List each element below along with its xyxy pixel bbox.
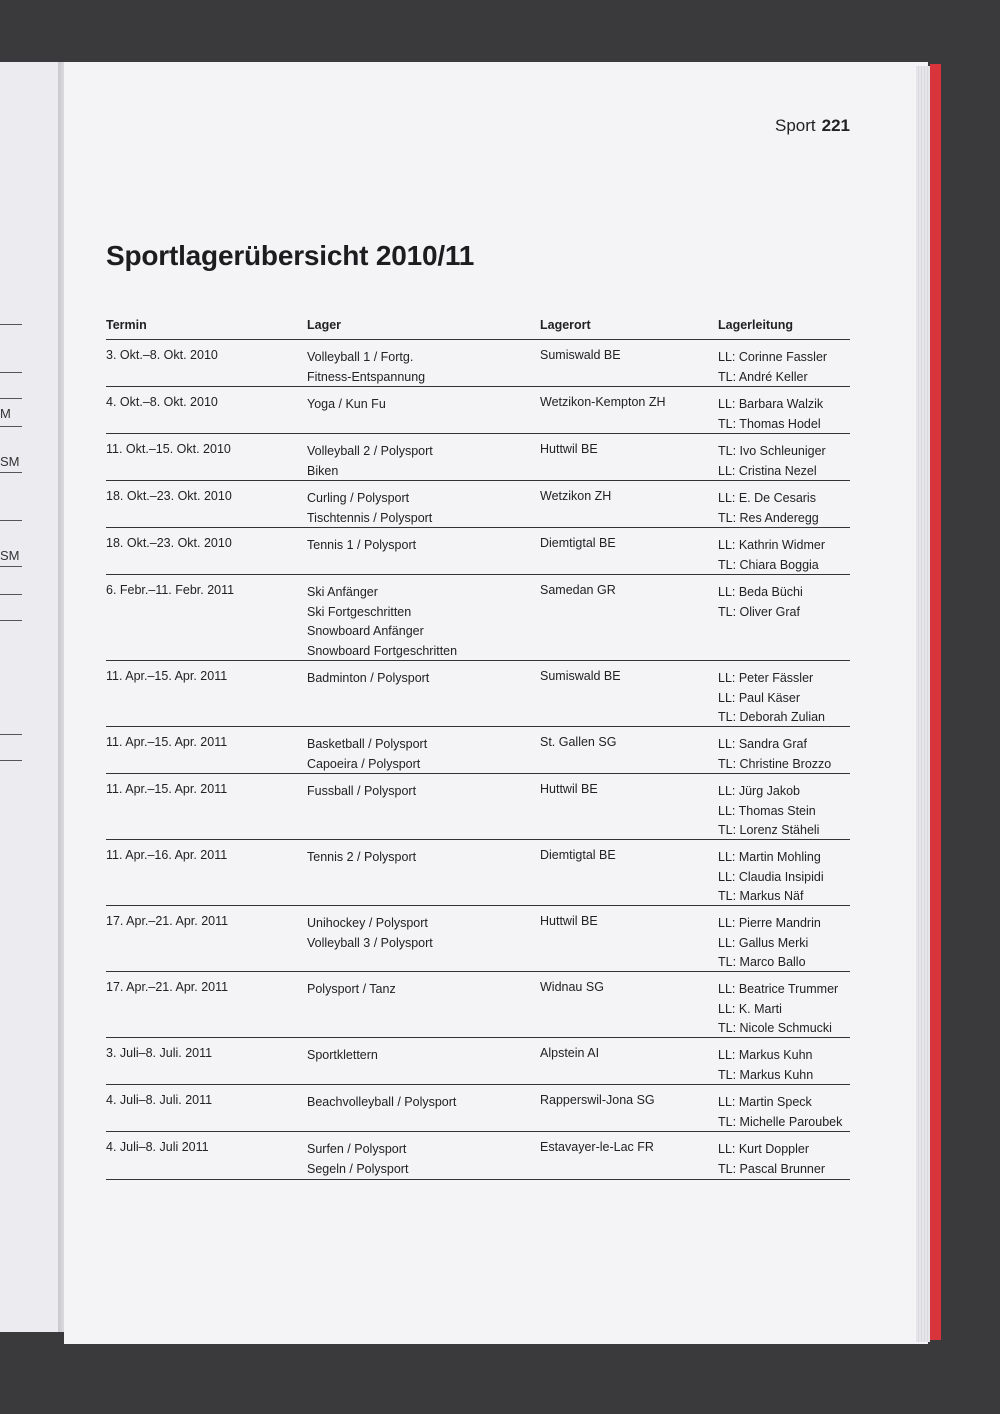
cell-lagerleitung	[718, 980, 850, 1037]
leitung-line: LL: Cristina Nezel	[718, 463, 817, 478]
cell-lagerort: Estavayer-le-Lac FR	[540, 1140, 654, 1154]
lager-line: Ski Fortgeschritten	[307, 604, 412, 619]
cell-lagerort: Sumiswald BE	[540, 669, 621, 683]
cell-lagerleitung	[718, 669, 850, 726]
prev-page-fragment: SM	[0, 454, 20, 469]
leitung-line: TL: Deborah Zulian	[718, 710, 826, 724]
cell-lagerleitung	[718, 395, 850, 433]
cell-lagerleitung	[718, 782, 850, 839]
leitung-line: LL: Beatrice Trummer	[718, 982, 839, 996]
leitung-line: LL: Paul Käser	[718, 690, 800, 705]
divider	[0, 620, 22, 621]
leitung-line: LL: Beda Büchi	[718, 585, 803, 599]
page-edges	[916, 66, 930, 1342]
leitung-line: LL: Thomas Stein	[718, 803, 816, 818]
prev-page-fragment: M	[0, 406, 11, 421]
cell-lagerleitung	[718, 583, 850, 660]
cell-lager	[307, 536, 540, 574]
cell-lagerleitung	[718, 536, 850, 574]
cell-lagerleitung	[718, 1140, 850, 1179]
leitung-line: LL: Claudia Insipidi	[718, 869, 824, 884]
cell-termin: 11. Apr.–15. Apr. 2011	[106, 669, 228, 683]
cell-lagerort: Huttwil BE	[540, 914, 598, 928]
lager-line: Ski Anfänger	[307, 585, 378, 599]
column-header-lager: Lager	[307, 318, 342, 332]
prev-page-fragment: SM	[0, 548, 20, 563]
cell-lager	[307, 980, 540, 1037]
cell-termin: 11. Apr.–16. Apr. 2011	[106, 848, 228, 862]
cell-lager	[307, 583, 540, 660]
cell-lagerort: Rapperswil-Jona SG	[540, 1093, 655, 1107]
cell-termin: 4. Okt.–8. Okt. 2010	[106, 395, 218, 409]
cell-termin: 17. Apr.–21. Apr. 2011	[106, 914, 229, 928]
leitung-line: LL: Martin Mohling	[718, 850, 821, 864]
cell-lager	[307, 489, 540, 527]
lager-line: Sportklettern	[307, 1048, 378, 1062]
cell-lagerleitung	[718, 1093, 850, 1131]
cell-lager	[307, 669, 540, 726]
cell-lager	[307, 1093, 540, 1131]
cell-termin: 4. Juli–8. Juli. 2011	[106, 1093, 213, 1107]
lager-line: Biken	[307, 463, 339, 478]
lager-line: Surfen / Polysport	[307, 1142, 407, 1156]
leitung-line: TL: Thomas Hodel	[718, 416, 821, 431]
lager-line: Snowboard Anfänger	[307, 624, 424, 638]
lager-line: Badminton / Polysport	[307, 671, 430, 685]
cell-lagerleitung	[718, 914, 850, 971]
divider	[0, 520, 22, 521]
table-row	[106, 661, 850, 727]
table-row	[106, 340, 850, 387]
camp-table	[106, 318, 850, 1180]
page-title: Sportlagerübersicht 2010/11	[106, 240, 475, 271]
leitung-line: LL: K. Marti	[718, 1001, 782, 1016]
cell-lager	[307, 348, 540, 386]
lager-line: Capoeira / Polysport	[307, 756, 421, 771]
cell-termin: 11. Okt.–15. Okt. 2010	[106, 442, 231, 456]
cell-termin: 18. Okt.–23. Okt. 2010	[106, 536, 232, 550]
lager-line: Volleyball 1 / Fortg.	[307, 350, 414, 364]
running-head	[740, 116, 850, 136]
leitung-line: LL: Martin Speck	[718, 1095, 812, 1109]
column-header-lagerleitung: Lagerleitung	[718, 318, 794, 332]
cell-lagerort: Huttwil BE	[540, 782, 598, 796]
lager-line: Curling / Polysport	[307, 491, 410, 505]
cell-lagerleitung	[718, 442, 850, 480]
lager-line: Snowboard Fortgeschritten	[307, 643, 458, 658]
page-number: 221	[821, 116, 850, 135]
leitung-line: TL: Pascal Brunner	[718, 1161, 825, 1176]
table-row	[106, 906, 850, 972]
lager-line: Unihockey / Polysport	[307, 916, 428, 930]
cell-lagerort: Sumiswald BE	[540, 348, 621, 362]
cell-termin: 11. Apr.–15. Apr. 2011	[106, 735, 228, 749]
cell-lager	[307, 442, 540, 480]
divider	[0, 594, 22, 595]
divider	[0, 566, 22, 567]
leitung-line: LL: Kurt Doppler	[718, 1142, 810, 1156]
leitung-line: LL: Peter Fässler	[718, 671, 814, 685]
lager-line: Tischtennis / Polysport	[307, 510, 433, 525]
cell-lagerleitung	[718, 489, 850, 527]
lager-line: Tennis 2 / Polysport	[307, 850, 417, 864]
cell-lager	[307, 395, 540, 433]
book-cover-edge	[930, 64, 941, 1340]
cell-termin: 17. Apr.–21. Apr. 2011	[106, 980, 229, 994]
leitung-line: LL: Barbara Walzik	[718, 397, 824, 411]
leitung-line: TL: Res Anderegg	[718, 510, 819, 525]
column-header-termin: Termin	[106, 318, 147, 332]
divider	[0, 398, 22, 399]
table-row	[106, 528, 850, 575]
leitung-line: TL: Ivo Schleuniger	[718, 444, 826, 458]
leitung-line: TL: Markus Kuhn	[718, 1067, 814, 1082]
cell-termin: 6. Febr.–11. Febr. 2011	[106, 583, 235, 597]
cell-lager	[307, 1046, 540, 1084]
table-row	[106, 1085, 850, 1132]
cell-lagerort: Wetzikon-Kempton ZH	[540, 395, 666, 409]
table-header-row	[106, 318, 850, 340]
cell-termin: 3. Okt.–8. Okt. 2010	[106, 348, 218, 362]
leitung-line: LL: Jürg Jakob	[718, 784, 800, 798]
lager-line: Volleyball 2 / Polysport	[307, 444, 433, 458]
lager-line: Segeln / Polysport	[307, 1161, 409, 1176]
divider	[0, 372, 22, 373]
cell-lager	[307, 782, 540, 839]
leitung-line: TL: Christine Brozzo	[718, 756, 832, 771]
lager-line: Fussball / Polysport	[307, 784, 417, 798]
leitung-line: TL: Lorenz Stäheli	[718, 823, 820, 837]
table-row	[106, 434, 850, 481]
table-row	[106, 727, 850, 774]
cell-lager	[307, 1140, 540, 1179]
table-row	[106, 481, 850, 528]
leitung-line: TL: Markus Näf	[718, 889, 804, 903]
cell-lagerort: Wetzikon ZH	[540, 489, 612, 503]
lager-line: Polysport / Tanz	[307, 982, 396, 996]
cell-lagerleitung	[718, 348, 850, 386]
divider	[0, 734, 22, 735]
cell-lagerort: Diemtigtal BE	[540, 848, 616, 862]
divider	[0, 472, 22, 473]
cell-lagerort: Alpstein AI	[540, 1046, 600, 1060]
lager-line: Tennis 1 / Polysport	[307, 538, 417, 552]
cell-lager	[307, 914, 540, 971]
lager-line: Fitness-Entspannung	[307, 369, 426, 384]
cell-lagerort: Diemtigtal BE	[540, 536, 616, 550]
cell-lager	[307, 735, 540, 773]
cell-termin: 18. Okt.–23. Okt. 2010	[106, 489, 232, 503]
leitung-line: LL: Kathrin Widmer	[718, 538, 825, 552]
table-row	[106, 575, 850, 661]
cell-lagerort: Huttwil BE	[540, 442, 598, 456]
lager-line: Beachvolleyball / Polysport	[307, 1095, 457, 1109]
lager-line: Yoga / Kun Fu	[307, 397, 386, 411]
divider	[0, 426, 22, 427]
cell-termin: 11. Apr.–15. Apr. 2011	[106, 782, 228, 796]
leitung-line: TL: Oliver Graf	[718, 604, 800, 619]
table-row	[106, 387, 850, 434]
leitung-line: TL: Nicole Schmucki	[718, 1021, 832, 1035]
divider	[0, 760, 22, 761]
leitung-line: LL: Sandra Graf	[718, 737, 807, 751]
leitung-line: LL: Markus Kuhn	[718, 1048, 813, 1062]
leitung-line: TL: Marco Ballo	[718, 955, 806, 969]
cell-lagerort: Widnau SG	[540, 980, 604, 994]
table-row	[106, 840, 850, 906]
leitung-line: LL: Corinne Fassler	[718, 350, 828, 364]
column-header-lagerort: Lagerort	[540, 318, 591, 332]
divider	[0, 324, 22, 325]
lager-line: Volleyball 3 / Polysport	[307, 935, 433, 950]
cell-lagerort: Samedan GR	[540, 583, 616, 597]
cell-termin: 3. Juli–8. Juli. 2011	[106, 1046, 213, 1060]
leitung-line: TL: Michelle Paroubek	[718, 1114, 843, 1129]
section-name: Sport	[774, 116, 816, 135]
leitung-line: LL: Gallus Merki	[718, 935, 809, 950]
table-row	[106, 1038, 850, 1085]
leitung-line: LL: E. De Cesaris	[718, 491, 816, 505]
lager-line: Basketball / Polysport	[307, 737, 428, 751]
table-row	[106, 774, 850, 840]
cell-lagerleitung	[718, 848, 850, 905]
table-row	[106, 1132, 850, 1180]
leitung-line: TL: Chiara Boggia	[718, 557, 819, 572]
table-row	[106, 972, 850, 1038]
leitung-line: TL: André Keller	[718, 369, 808, 384]
cell-lagerort: St. Gallen SG	[540, 735, 617, 749]
leitung-line: LL: Pierre Mandrin	[718, 916, 821, 930]
cell-lager	[307, 848, 540, 905]
cell-lagerleitung	[718, 1046, 850, 1084]
cell-lagerleitung	[718, 735, 850, 773]
cell-termin: 4. Juli–8. Juli 2011	[106, 1140, 209, 1154]
